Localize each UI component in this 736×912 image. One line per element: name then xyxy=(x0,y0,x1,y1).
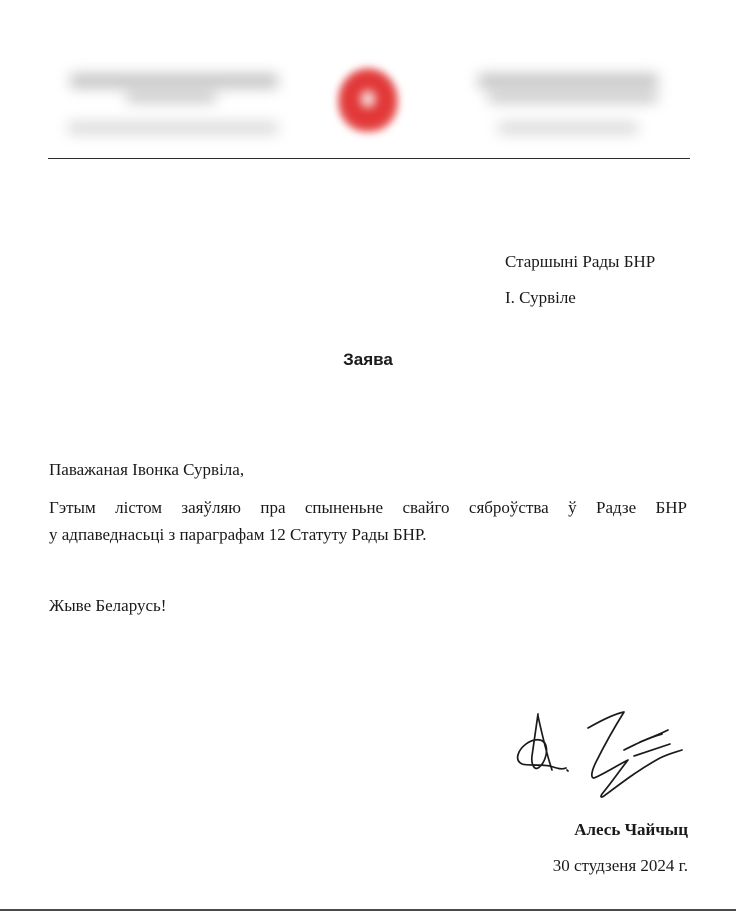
document-title: Заява xyxy=(343,350,393,369)
addressee-position: Старшыні Рады БНР xyxy=(505,252,656,271)
signer-name: Алесь Чайчыц xyxy=(574,820,688,839)
signature-icon xyxy=(508,708,690,804)
bottom-edge-line xyxy=(0,909,736,911)
body-line-2: у адпаведнасьці з параграфам 12 Статуту Рады БНР. xyxy=(49,525,427,544)
signature-date: 30 студзеня 2024 г. xyxy=(552,856,688,875)
letterhead-left-contact-blurred xyxy=(68,122,278,134)
letterhead-right-subtext-blurred xyxy=(488,92,658,102)
header-divider xyxy=(48,158,690,159)
salutation: Паважаная Івонка Сурвіла, xyxy=(49,460,245,479)
letterhead xyxy=(48,60,690,150)
addressee-block xyxy=(505,244,655,316)
letterhead-right-text-blurred xyxy=(478,74,658,88)
body-paragraph xyxy=(49,494,687,548)
letterhead-right-contact-blurred xyxy=(498,122,638,134)
letterhead-left-text-blurred xyxy=(70,74,278,88)
emblem-icon xyxy=(338,68,398,132)
addressee-name: І. Сурвіле xyxy=(505,288,576,307)
closing-phrase: Жыве Беларусь! xyxy=(49,596,167,615)
letterhead-left-subtext-blurred xyxy=(126,92,216,102)
body-line-1: Гэтым лістом заяўляю пра спыненьне свайго сяброўства ў Радзе БНР xyxy=(49,498,687,517)
